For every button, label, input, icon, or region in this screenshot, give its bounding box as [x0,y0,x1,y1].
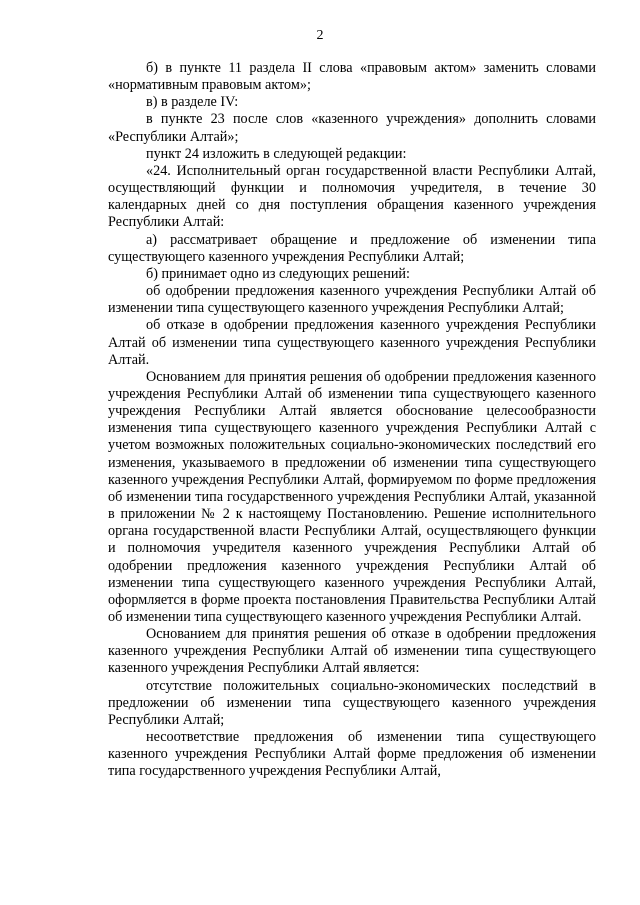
page-number: 2 [316,28,324,43]
paragraph-subitem-a: а) рассматривает обращение и предложение об изменении типа существующего казенного учреждения Республики Алтай; [108,231,596,265]
document-body [108,60,596,781]
paragraph-decision-approve: об одобрении предложения казенного учреждения Республики Алтай об изменении типа существующего казенного учреждения Республики Алтай; [108,283,596,317]
paragraph-item-b: б) в пункте 11 раздела II слова «правовым актом» заменить словами «нормативным правовым актом»; [108,60,596,94]
paragraph-ground-form-mismatch: несоответствие предложения об изменении типа существующего казенного учреждения Республики Алтай форме предложения об изменении типа государственного учреждения Республики Алтай, [108,729,596,780]
paragraph-item-v: в) в разделе IV: [146,94,239,111]
paragraph-point-24: «24. Исполнительный орган государственной власти Республики Алтай, осуществляющий функции и полномочия учредителя, в течение 30 календарных дней со дня поступления обращения казенного учреждения Республики Алтай: [108,162,596,231]
paragraph-point-23: в пункте 23 после слов «казенного учреждения» дополнить словами «Республики Алтай»; [108,111,596,145]
paragraph-rejection-grounds: Основанием для принятия решения об отказе в одобрении предложения казенного учреждения Республики Алтай об изменении типа существующего казенного учреждения Республики Алтай является: [108,626,596,677]
paragraph-subitem-b: б) принимает одно из следующих решений: [146,265,410,282]
paragraph-point-24-intro: пункт 24 изложить в следующей редакции: [146,145,407,162]
paragraph-decision-reject: об отказе в одобрении предложения казенного учреждения Республики Алтай об изменении типа существующего казенного учреждения Республики Алтай. [108,317,596,368]
paragraph-approval-grounds: Основанием для принятия решения об одобрении предложения казенного учреждения Республики Алтай об изменении типа существующего казенного учреждения Республики Алтай является обоснование целесообразности изменения типа существующего казенного учреждения Республики Алтай с учетом возможных положительных социально-экономических последствий его изменения, указываемого в предложении об изменении типа существующего казенного учреждения Республики Алтай, формируемом по форме предложения об изменении типа государственного учреждения Республики Алтай, указанной в приложении № 2 к настоящему Постановлению. Решение исполнительного органа государственной власти Республики Алтай, осуществляющего функции и полномочия учредителя казенного учреждения Республики Алтай об одобрении предложения казенного учреждения Республики Алтай об изменении типа существующего казенного учреждения Республики Алтай, оформляется в форме проекта постановления Правительства Республики Алтай об изменении типа существующего казенного учреждения Республики Алтай. [108,368,596,625]
paragraph-ground-no-effects: отсутствие положительных социально-экономических последствий в предложении об изменении типа существующего казенного учреждения Республики Алтай; [108,677,596,728]
